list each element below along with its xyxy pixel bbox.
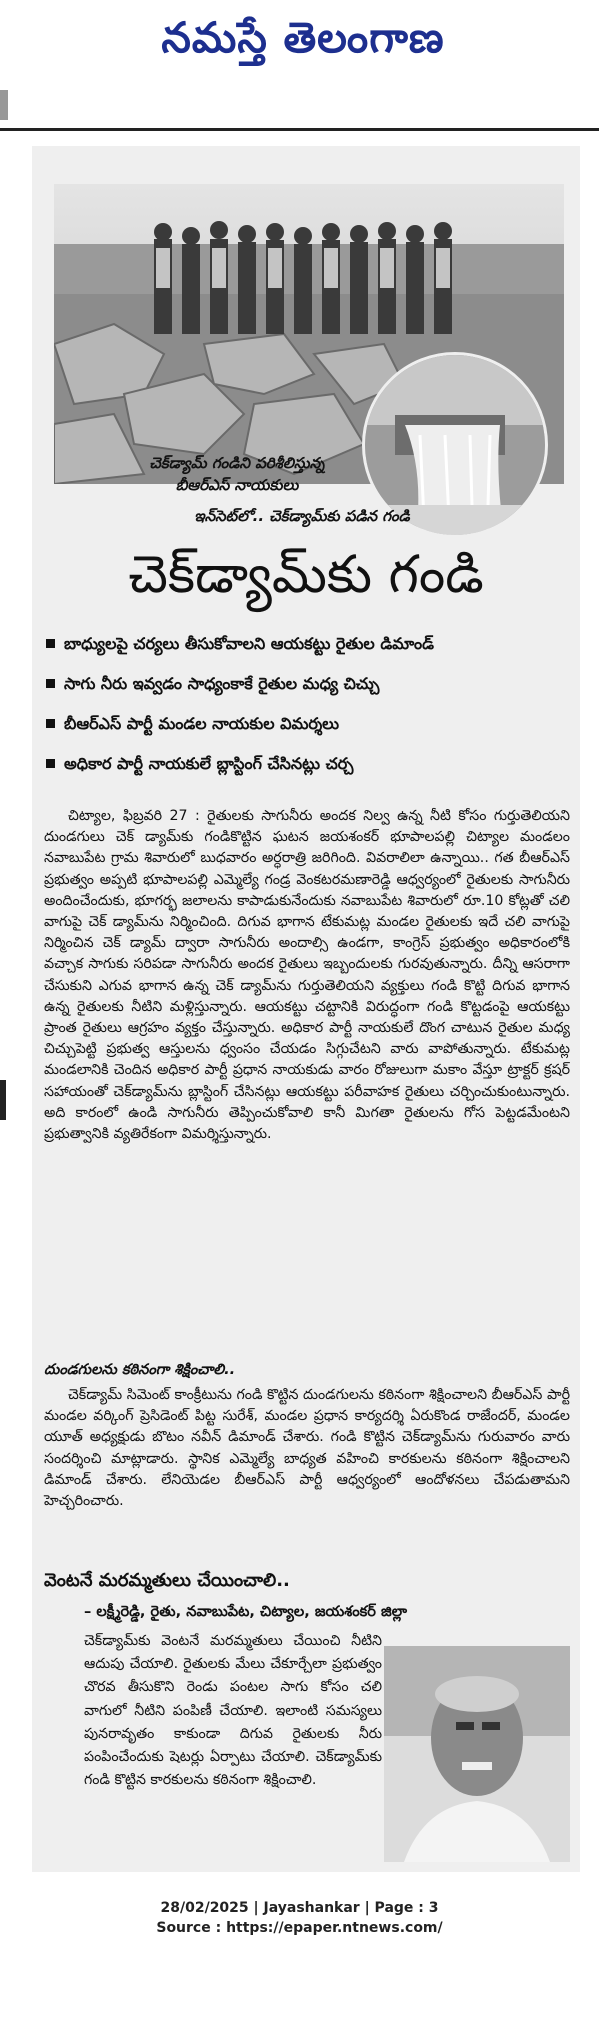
- body-paragraph: చిట్యాల, ఫిబ్రవరి 27 : రైతులకు సాగునీరు అందక నిల్వ ఉన్న నీటి కోసం గుర్తుతెలియని దుండగులు చెక్ డ్యామ్‌కు గండికొట్టిన ఘటన జయశంకర్ భూపాలపల్లి చిట్యాల మండలం నవాబుపేట గ్రామ శివారులో బుధవారం అర్ధరాత్రి జరిగింది. వివరాలిలా ఉన్నాయి.. గత బీఆర్ఎస్ ప్రభుత్వం అప్పటి భూపాలపల్లి ఎమ్మెల్యే గండ్ర వెంకటరమణారెడ్డి ఆధ్వర్యంలో రైతులకు సాగునీరు అందించేందుకు, భూగర్భ జలాలను కాపాడుకునేందుకు నవాబుపేట శివారులో రూ.10 కోట్లతో చలి వాగుపై చెక్ డ్యామ్‌ను నిర్మించింది. దిగువ భాగాన టేకుమట్ల మండల రైతులకు ఇదే చలి వాగుపై నిర్మించిన చెక్ డ్యామ్ ద్వారా సాగునీరు అందాల్సి ఉండగా, కాంగ్రెస్ ప్రభుత్వం అధికారంలోకి వచ్చాక సాగుకు సరిపడా సాగునీరు అందక రైతులు ఇబ్బందులకు గురవుతున్నారు. దీన్ని ఆసరాగా చేసుకుని ఎగువ భాగాన ఉన్న చెక్ డ్యామ్‌ను గుర్తుతెలియని వ్యక్తులు గండి కొట్టి దిగువ భాగాన ఉన్న రైతులకు నీటిని మళ్లిస్తున్నారు. ఆయకట్టు చట్టానికి విరుద్ధంగా గండి కొట్టడంపై ఆయకట్టు ప్రాంత రైతులు ఆగ్రహం వ్యక్తం చేస్తున్నారు. అధికార పార్టీ నాయకులే దొంగ చాటున రైతుల మధ్య చిచ్చుపెట్టి ప్రభుత్వ ఆస్తులను ధ్వంసం చేయడం సిగ్గుచేటని వారు వాపోతున్నారు. టేకుమట్ల మండలానికి చెందిన అధికార పార్టీ ప్రధాన నాయకుడు వారం రోజులుగా మకాం వేస్తూ ట్రాక్టర్ క్రషర్ సహాయంతో చెక్‌డ్యామ్‌ను బ్లాస్టింగ్ చేసినట్లు ఆయకట్టు పరీవాహక రైతులు చర్చించుకుంటున్నారు. అది కారంలో ఉండి సాగునీరు తెప్పించుకోవాలి కానీ మిగతా రైతులను గోస పెట్టడమేంటని ప్రభుత్వానికి వ్యతిరేకంగా విమర్శిస్తున్నారు.: [44, 808, 570, 1143]
- article-headline: చెక్‌డ్యామ్‌కు గండి: [128, 545, 484, 605]
- footer-source-line: Source : https://epaper.ntnews.com/: [156, 1920, 443, 1936]
- article-clipping: [32, 146, 580, 1872]
- subheading: దుండగులను కఠినంగా శిక్షించాలి..: [44, 1361, 236, 1378]
- bullet-item: అధికార పార్టీ నాయకులే బ్లాస్టింగ్ చేసినట్లు చర్చ: [44, 754, 570, 794]
- page-edge-mark: [0, 1080, 6, 1120]
- body-paragraph: చెక్‌డ్యామ్‌కు వెంటనే మరమ్మతులు చేయించి నీటిని ఆదుపు చేయాలి. రైతులకు మేలు చేకూర్చేలా ప్రభుత్వం చొరవ తీసుకొని రెండు పంటల సాగు కోసం చలి వాగులో నీటిని పంపిణీ చేయాలి. ఇలాంటి సమస్యలు పునరావృతం కాకుండా దిగువ రైతులకు నీరు పంపించేందుకు షెటర్లు ఏర్పాటు చేయాలి. చెక్‌డ్యామ్‌కు గండి కొట్టిన కారకులను కఠినంగా శిక్షించాలి.: [84, 1633, 382, 1789]
- bullet-item: బాధ్యులపై చర్యలు తీసుకోవాలని ఆయకట్టు రైతుల డిమాండ్: [44, 634, 570, 674]
- footer-date-line: 28/02/2025 | Jayashankar | Page : 3: [160, 1900, 439, 1916]
- quote-attribution: – లక్ష్మీరెడ్డి, రైతు, నవాబుపేట, చిట్యాల, జయశంకర్ జిల్లా: [84, 1603, 407, 1620]
- page-footer: [0, 1898, 599, 1938]
- bullet-item: బీఆర్ఎస్ పార్టీ మండల నాయకుల విమర్శలు: [44, 714, 570, 754]
- newspaper-logo: నమస్తే తెలంగాణ: [161, 13, 445, 62]
- person-portrait: [384, 1646, 570, 1862]
- highlight-bullets: [44, 634, 570, 794]
- subheading: వెంటనే మరమ్మతులు చేయించాలి..: [44, 1570, 290, 1591]
- body-paragraph: చెక్‌డ్యామ్ సిమెంట్ కాంక్రీటును గండి కొట్టిన దుండగులను కఠినంగా శిక్షించాలని బీఆర్ఎస్ పార్టీ మండల వర్కింగ్ ప్రెసిడెంట్ పిట్ట సురేశ్, మండల ప్రధాన కార్యదర్శి ఏరుకొండ రాజేందర్, మండల యూత్ అధ్యక్షుడు బొటం నవీన్ డిమాండ్ చేశారు. గండి కొట్టిన చెక్‌డ్యామ్‌ను గురువారం వారు సందర్శించి మాట్లాడారు. స్థానిక ఎమ్మెల్యే బాధ్యత వహించి కారకులను కఠినంగా శిక్షించాలని డిమాండ్ చేశారు. లేనియెడల బీఆర్ఎస్ పార్టీ ఆధ్వర్యంలో ఆందోళనలు చేపడుతామని హెచ్చరించారు.: [44, 1387, 570, 1510]
- bullet-item: సాగు నీరు ఇవ్వడం సాధ్యంకాకే రైతుల మధ్య చిచ్చు: [44, 674, 570, 714]
- article-body: [44, 806, 570, 1149]
- portrait-photo: [384, 1646, 570, 1862]
- page-edge-mark: [0, 90, 8, 120]
- photo-caption: చెక్‌డ్యామ్ గండిని పరిశీలిస్తున్న బీఆర్ఎస్ నాయకులు: [149, 454, 325, 494]
- masthead-rule: [0, 128, 599, 131]
- inset-caption: ఇన్‌సెట్‌లో.. చెక్‌డ్యామ్‌కు పడిన గండి: [194, 507, 410, 525]
